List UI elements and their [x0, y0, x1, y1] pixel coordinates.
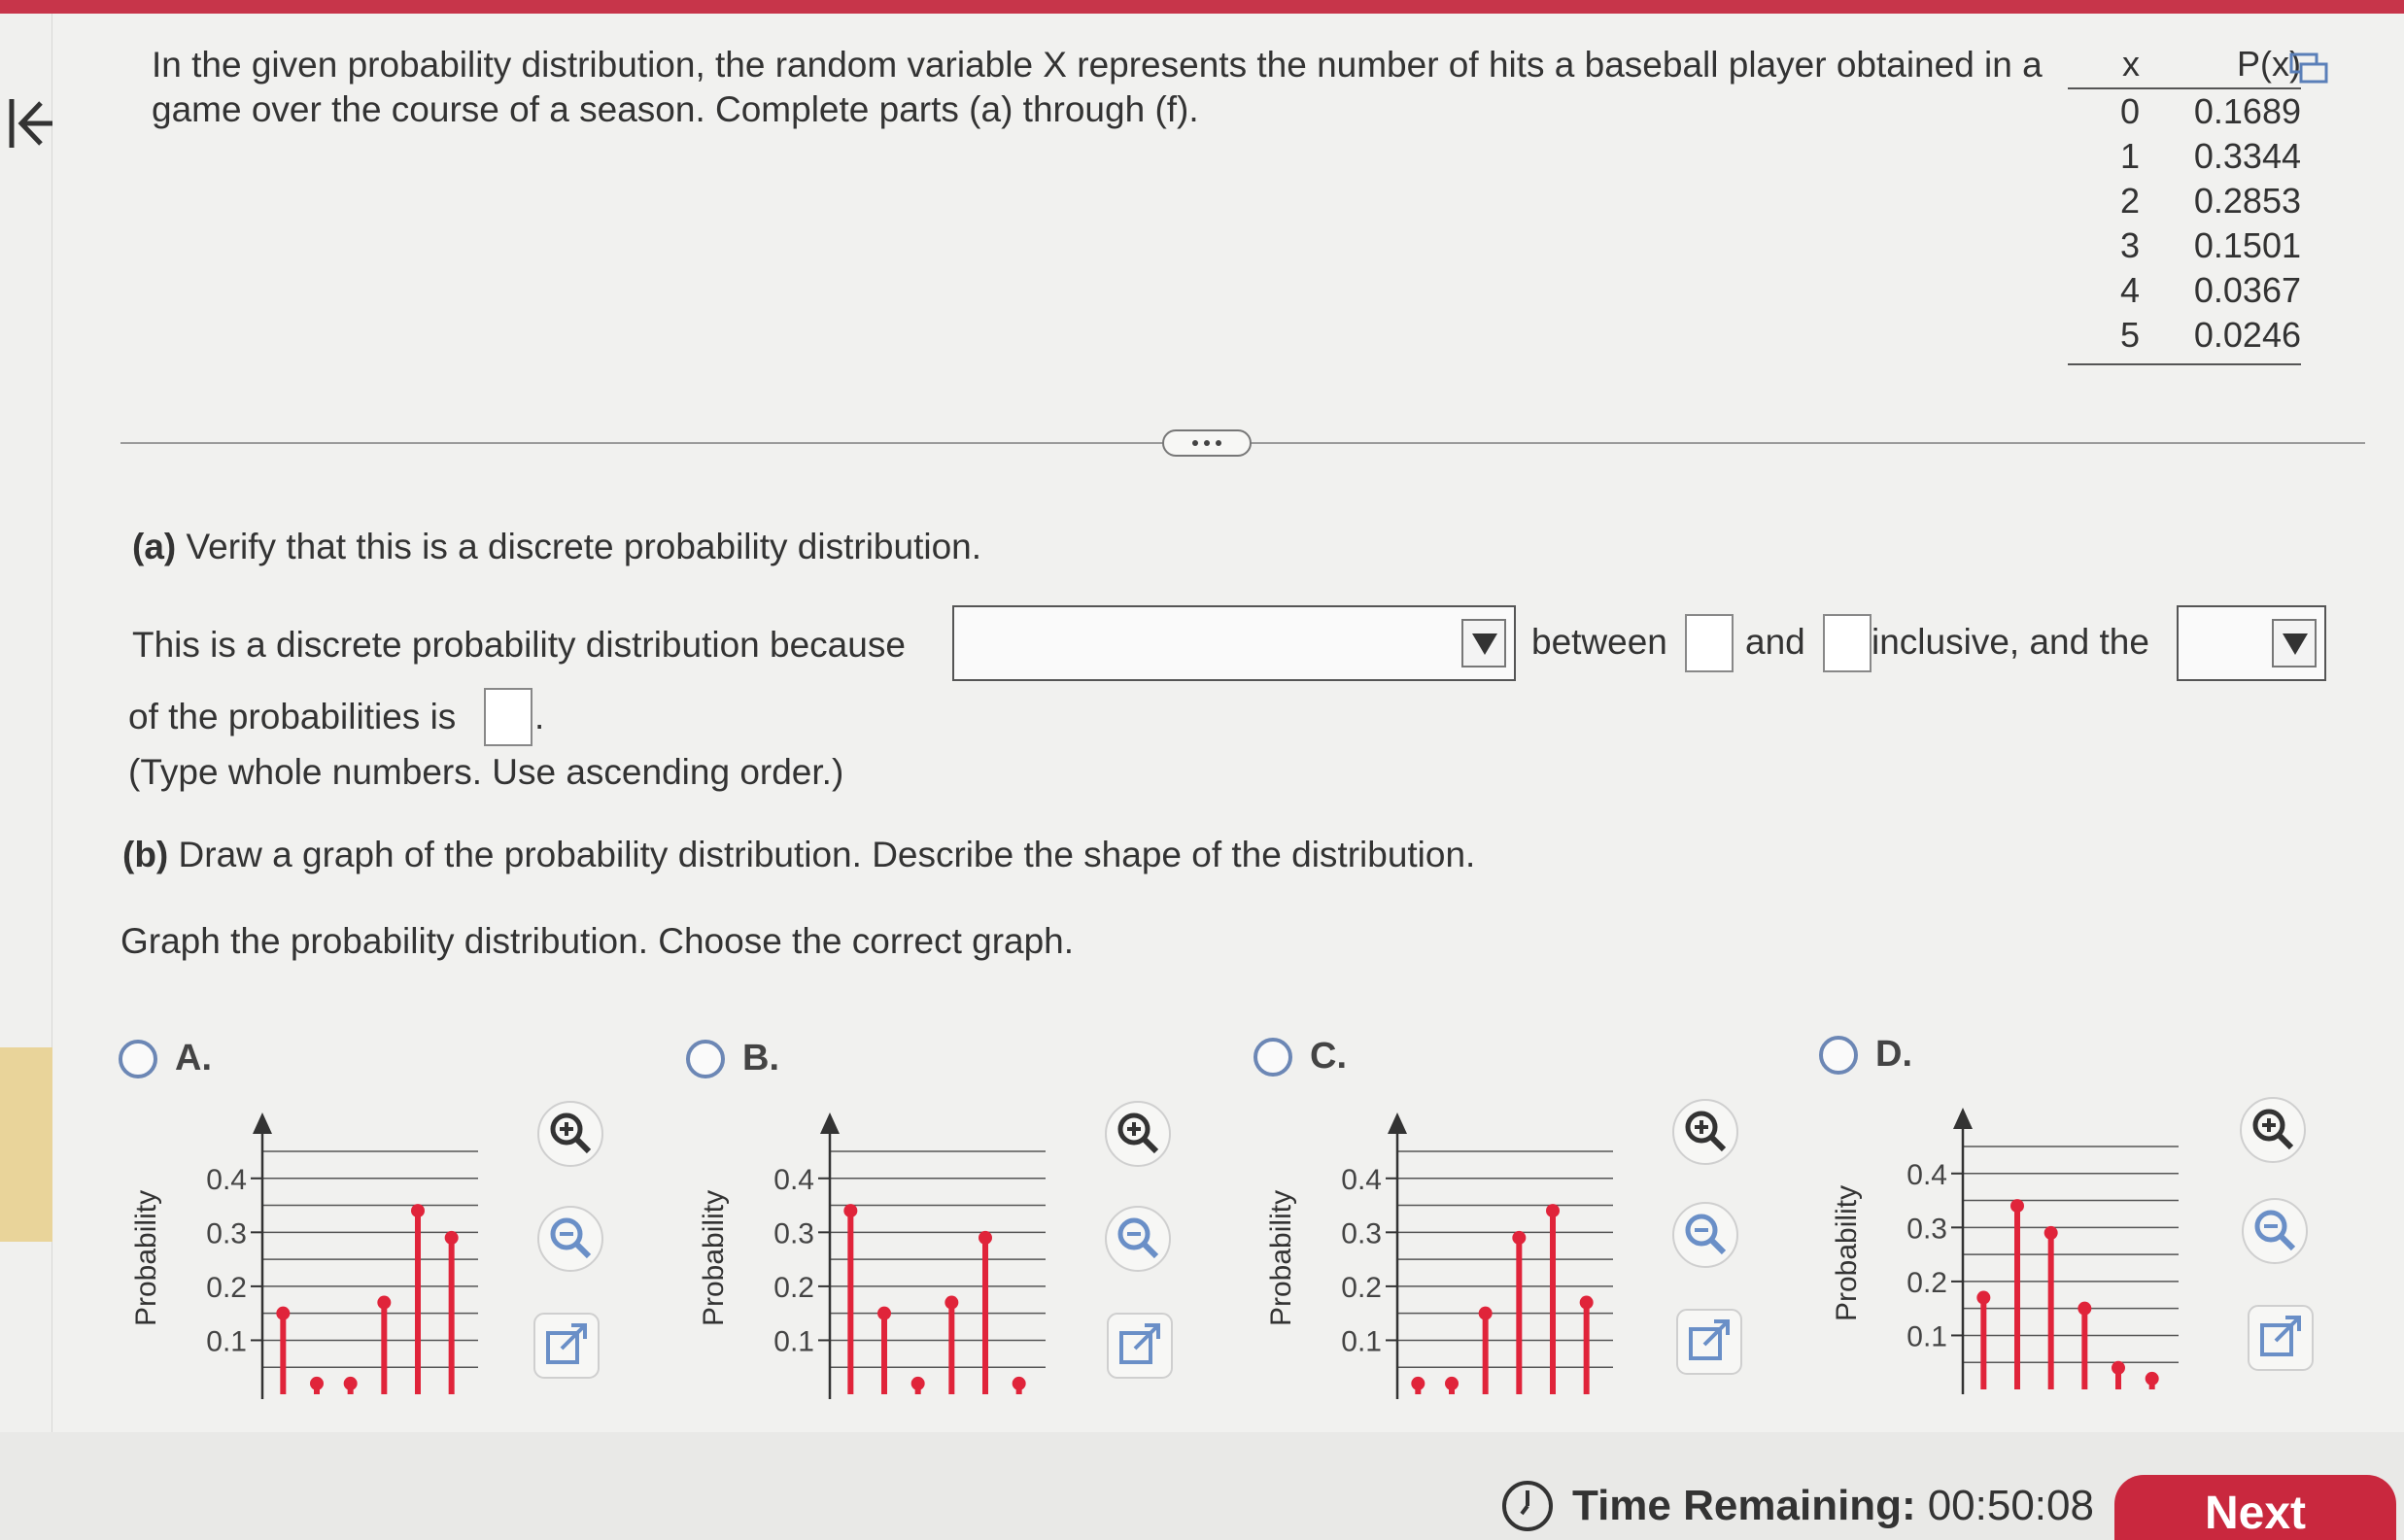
expand-dots-button[interactable]	[1162, 429, 1252, 457]
tick-label: 0.4	[1341, 1163, 1382, 1196]
probability-table	[2068, 41, 2301, 365]
stem-point	[877, 1307, 891, 1320]
part-a-heading: (a) Verify that this is a discrete probability distribution.	[132, 527, 982, 566]
tick-label: 0.1	[1906, 1320, 1947, 1353]
option-b-label: B.	[742, 1038, 779, 1078]
table-row: 1 0.3344	[2119, 136, 2301, 176]
copy-table-icon[interactable]	[2289, 51, 2328, 84]
stem-point	[2010, 1199, 2024, 1213]
time-value: 00:50:08	[1927, 1482, 2094, 1529]
stem-point	[1013, 1377, 1026, 1390]
lower-bound-input[interactable]	[1685, 614, 1734, 672]
chevron-down-icon	[1461, 619, 1506, 667]
stem-point	[1546, 1204, 1560, 1217]
tick-label: 0.4	[1906, 1158, 1947, 1191]
option-a-radio[interactable]	[119, 1040, 157, 1078]
tick-label: 0.1	[1341, 1325, 1382, 1358]
y-axis-label: Probability	[130, 1189, 162, 1326]
stem-point	[2112, 1361, 2125, 1375]
zoom-in-icon[interactable]	[536, 1100, 604, 1168]
zoom-in-icon[interactable]	[2239, 1096, 2307, 1164]
y-axis-arrow-icon	[820, 1112, 840, 1134]
option-c-radio[interactable]	[1254, 1038, 1292, 1077]
y-axis-arrow-icon	[1953, 1108, 1973, 1129]
stem-point	[2044, 1226, 2058, 1240]
stem-point	[1411, 1377, 1425, 1390]
open-external-icon[interactable]	[1675, 1308, 1743, 1376]
tick-label: 0.2	[206, 1271, 247, 1304]
stem-point	[1445, 1377, 1459, 1390]
chevron-down-icon	[2272, 619, 2317, 667]
part-a-hint: (Type whole numbers. Use ascending order.)	[128, 752, 844, 792]
table-row: 5 0.0246	[2119, 315, 2301, 355]
tick-label: 0.1	[773, 1325, 814, 1358]
stem-point	[1479, 1307, 1493, 1320]
question-text: In the given probability distribution, the random variable X represents the number of hits a baseball player obtained in a game over the course of a season. Complete parts (a) through (f).	[152, 45, 2043, 129]
tick-label: 0.2	[1341, 1271, 1382, 1304]
reason-dropdown[interactable]	[952, 605, 1516, 681]
table-row: 2 0.2853	[2119, 181, 2301, 221]
stem-point	[1976, 1291, 1990, 1305]
table-row: 3 0.1501	[2119, 225, 2301, 265]
tick-label: 0.2	[1906, 1266, 1947, 1299]
tick-label: 0.3	[1906, 1213, 1947, 1246]
stem-point	[310, 1377, 324, 1390]
sum-type-dropdown[interactable]	[2177, 605, 2326, 681]
y-axis-label: Probability	[698, 1189, 730, 1326]
option-b-graph	[694, 1103, 1092, 1404]
stem-point	[2078, 1302, 2091, 1316]
between-label: between	[1531, 622, 1667, 662]
zoom-out-icon[interactable]	[536, 1205, 604, 1273]
option-a-label: A.	[175, 1038, 212, 1078]
tick-label: 0.4	[773, 1163, 814, 1196]
open-external-icon[interactable]	[1106, 1312, 1174, 1380]
option-d-radio[interactable]	[1819, 1036, 1858, 1075]
stem-point	[979, 1231, 992, 1245]
part-a-sentence-start: This is a discrete probability distribution because	[132, 625, 906, 665]
of-probabilities-label: of the probabilities is	[128, 697, 457, 736]
stem-point	[944, 1296, 958, 1310]
stem-point	[344, 1377, 358, 1390]
y-axis-label: Probability	[1265, 1189, 1297, 1326]
stem-point	[1580, 1296, 1594, 1310]
table-header	[2068, 41, 2301, 89]
header-p: P(x)	[2237, 44, 2301, 84]
option-d-label: D.	[1875, 1034, 1912, 1075]
next-button[interactable]: Next	[2114, 1475, 2396, 1540]
y-axis-label: Probability	[1831, 1184, 1863, 1321]
stem-point	[1512, 1231, 1526, 1245]
top-accent-bar	[0, 0, 2404, 14]
stem-point	[276, 1307, 290, 1320]
zoom-out-icon[interactable]	[2241, 1197, 2309, 1265]
clock-icon	[1500, 1479, 1555, 1533]
sentence-period: .	[534, 697, 545, 736]
table-row: 0 0.1689	[2119, 91, 2301, 131]
tick-label: 0.4	[206, 1163, 247, 1196]
tick-label: 0.2	[773, 1271, 814, 1304]
stem-point	[445, 1231, 459, 1245]
inclusive-label: inclusive, and the	[1872, 622, 2149, 662]
tick-label: 0.3	[773, 1217, 814, 1250]
stem-point	[843, 1204, 857, 1217]
option-c-graph	[1261, 1103, 1660, 1404]
part-b-instruction: Graph the probability distribution. Choose the correct graph.	[120, 921, 1075, 961]
part-b-heading: (b) Draw a graph of the probability distribution. Describe the shape of the distribution.	[122, 835, 1476, 874]
zoom-in-icon[interactable]	[1671, 1098, 1739, 1166]
option-d-graph	[1827, 1098, 2225, 1399]
open-external-icon[interactable]	[532, 1312, 601, 1380]
stem-point	[411, 1204, 425, 1217]
option-b-radio[interactable]	[686, 1040, 725, 1078]
option-c-label: C.	[1310, 1036, 1347, 1077]
upper-bound-input[interactable]	[1823, 614, 1872, 672]
tick-label: 0.1	[206, 1325, 247, 1358]
zoom-out-icon[interactable]	[1671, 1201, 1739, 1269]
and-label: and	[1745, 622, 1805, 662]
table-row: 4 0.0367	[2119, 270, 2301, 310]
open-external-icon[interactable]	[2247, 1304, 2315, 1372]
stem-point	[911, 1377, 925, 1390]
y-axis-arrow-icon	[253, 1112, 272, 1134]
tick-label: 0.3	[206, 1217, 247, 1250]
zoom-in-icon[interactable]	[1104, 1100, 1172, 1168]
table-bottom-rule	[2068, 363, 2301, 365]
option-a-graph	[126, 1103, 525, 1404]
zoom-out-icon[interactable]	[1104, 1205, 1172, 1273]
y-axis-arrow-icon	[1388, 1112, 1407, 1134]
tick-label: 0.3	[1341, 1217, 1382, 1250]
time-label: Time Remaining:	[1572, 1482, 1916, 1529]
sum-input[interactable]	[484, 688, 532, 746]
stem-point	[377, 1296, 391, 1310]
header-x: x	[2122, 44, 2140, 84]
time-remaining	[1500, 1477, 2094, 1535]
stem-point	[2146, 1372, 2159, 1386]
